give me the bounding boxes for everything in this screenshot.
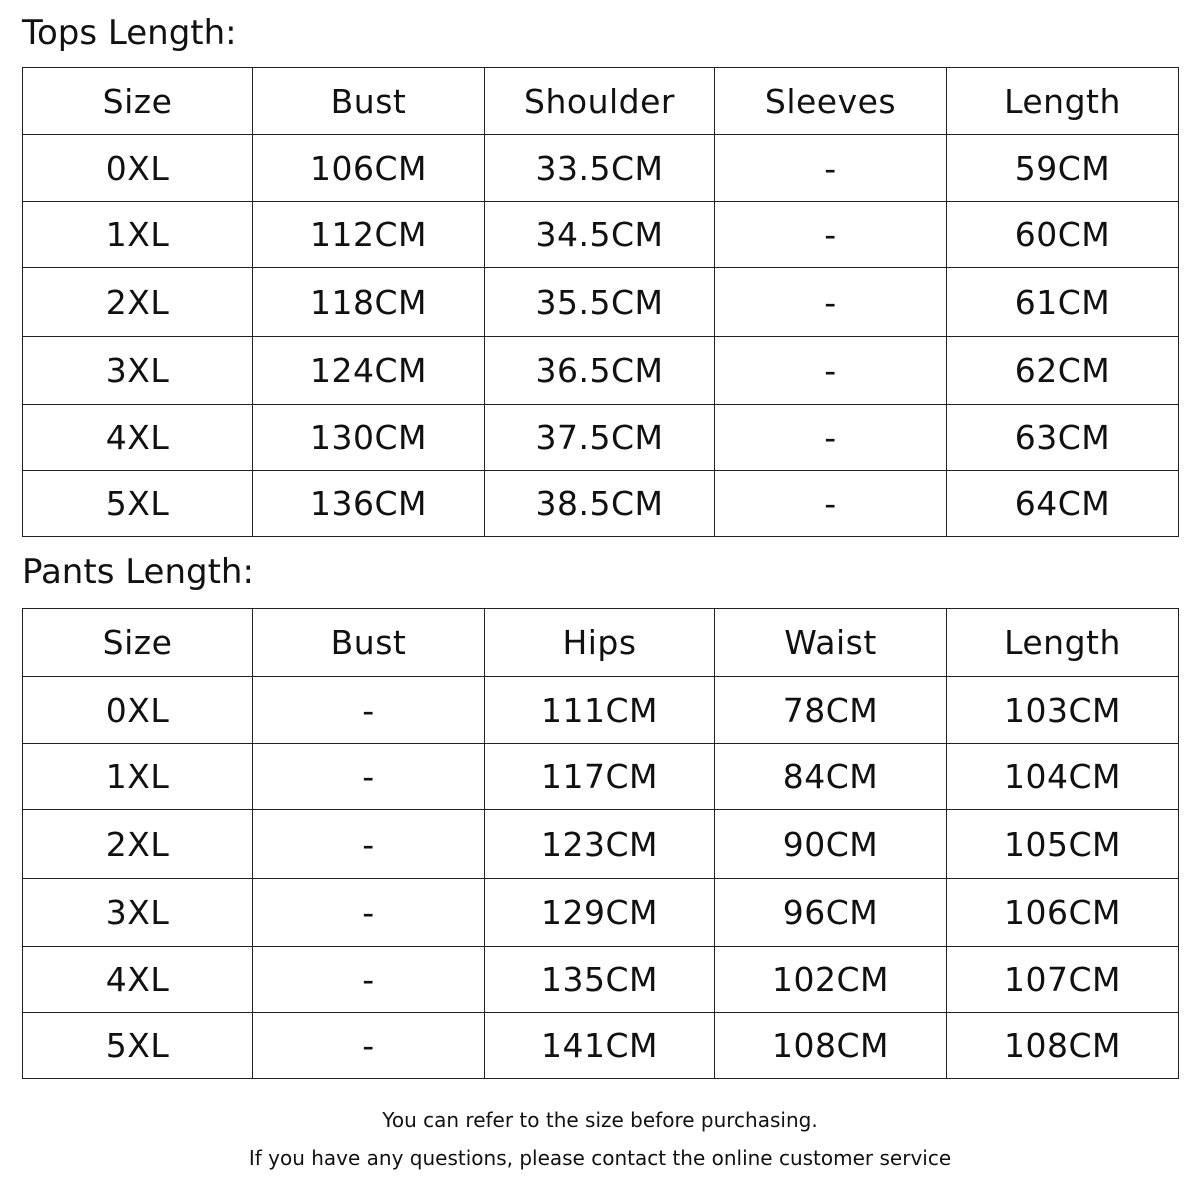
column-header-waist: Waist xyxy=(715,609,947,677)
cell-sleeves: - xyxy=(715,135,947,202)
table-row xyxy=(23,337,1179,405)
cell-size: 4XL xyxy=(23,947,253,1013)
cell-hips: 135CM xyxy=(485,947,715,1013)
cell-length: 106CM xyxy=(947,879,1179,947)
cell-hips: 117CM xyxy=(485,744,715,810)
cell-size: 0XL xyxy=(23,677,253,744)
cell-bust: 130CM xyxy=(253,405,485,471)
cell-bust: 112CM xyxy=(253,202,485,268)
column-header-bust: Bust xyxy=(253,68,485,135)
cell-sleeves: - xyxy=(715,202,947,268)
table-row xyxy=(23,947,1179,1013)
table-row xyxy=(23,744,1179,810)
cell-length: 107CM xyxy=(947,947,1179,1013)
table-header-row xyxy=(23,609,1179,677)
table-row xyxy=(23,810,1179,879)
cell-size: 5XL xyxy=(23,471,253,537)
cell-length: 61CM xyxy=(947,268,1179,337)
cell-waist: 90CM xyxy=(715,810,947,879)
cell-sleeves: - xyxy=(715,405,947,471)
cell-waist: 108CM xyxy=(715,1013,947,1079)
cell-size: 2XL xyxy=(23,810,253,879)
cell-bust: - xyxy=(253,810,485,879)
column-header-sleeves: Sleeves xyxy=(715,68,947,135)
table-row xyxy=(23,1013,1179,1079)
cell-size: 3XL xyxy=(23,879,253,947)
cell-waist: 78CM xyxy=(715,677,947,744)
cell-shoulder: 37.5CM xyxy=(485,405,715,471)
cell-bust: 136CM xyxy=(253,471,485,537)
cell-size: 0XL xyxy=(23,135,253,202)
cell-length: 108CM xyxy=(947,1013,1179,1079)
cell-shoulder: 33.5CM xyxy=(485,135,715,202)
cell-length: 59CM xyxy=(947,135,1179,202)
cell-shoulder: 35.5CM xyxy=(485,268,715,337)
cell-bust: - xyxy=(253,947,485,1013)
cell-waist: 102CM xyxy=(715,947,947,1013)
cell-length: 105CM xyxy=(947,810,1179,879)
column-header-hips: Hips xyxy=(485,609,715,677)
column-header-size: Size xyxy=(23,68,253,135)
cell-size: 5XL xyxy=(23,1013,253,1079)
table-row xyxy=(23,471,1179,537)
column-header-size: Size xyxy=(23,609,253,677)
footer-note-refer-size: You can refer to the size before purchasing. xyxy=(382,1108,818,1132)
cell-sleeves: - xyxy=(715,337,947,405)
tops-size-table xyxy=(22,67,1179,537)
table-row xyxy=(23,879,1179,947)
cell-length: 63CM xyxy=(947,405,1179,471)
footer-note-contact-service: If you have any questions, please contact the online customer service xyxy=(248,1146,952,1170)
cell-size: 2XL xyxy=(23,268,253,337)
cell-bust: - xyxy=(253,879,485,947)
cell-bust: 118CM xyxy=(253,268,485,337)
table-row xyxy=(23,677,1179,744)
cell-hips: 111CM xyxy=(485,677,715,744)
cell-length: 60CM xyxy=(947,202,1179,268)
cell-bust: - xyxy=(253,744,485,810)
cell-shoulder: 34.5CM xyxy=(485,202,715,268)
cell-bust: - xyxy=(253,677,485,744)
column-header-bust: Bust xyxy=(253,609,485,677)
cell-length: 104CM xyxy=(947,744,1179,810)
pants-size-table xyxy=(22,608,1179,1079)
column-header-shoulder: Shoulder xyxy=(485,68,715,135)
column-header-length: Length xyxy=(947,609,1179,677)
table-header-row xyxy=(23,68,1179,135)
cell-hips: 141CM xyxy=(485,1013,715,1079)
cell-size: 1XL xyxy=(23,744,253,810)
cell-waist: 84CM xyxy=(715,744,947,810)
cell-bust: 106CM xyxy=(253,135,485,202)
table-row xyxy=(23,268,1179,337)
cell-hips: 129CM xyxy=(485,879,715,947)
cell-shoulder: 38.5CM xyxy=(485,471,715,537)
cell-sleeves: - xyxy=(715,268,947,337)
table-row xyxy=(23,202,1179,268)
cell-sleeves: - xyxy=(715,471,947,537)
tops-section-title: Tops Length: xyxy=(22,13,237,53)
cell-shoulder: 36.5CM xyxy=(485,337,715,405)
table-row xyxy=(23,405,1179,471)
cell-size: 3XL xyxy=(23,337,253,405)
cell-bust: - xyxy=(253,1013,485,1079)
pants-section-title: Pants Length: xyxy=(22,552,254,592)
table-row xyxy=(23,135,1179,202)
cell-length: 62CM xyxy=(947,337,1179,405)
cell-length: 64CM xyxy=(947,471,1179,537)
cell-bust: 124CM xyxy=(253,337,485,405)
column-header-length: Length xyxy=(947,68,1179,135)
cell-waist: 96CM xyxy=(715,879,947,947)
cell-hips: 123CM xyxy=(485,810,715,879)
cell-size: 1XL xyxy=(23,202,253,268)
cell-length: 103CM xyxy=(947,677,1179,744)
cell-size: 4XL xyxy=(23,405,253,471)
